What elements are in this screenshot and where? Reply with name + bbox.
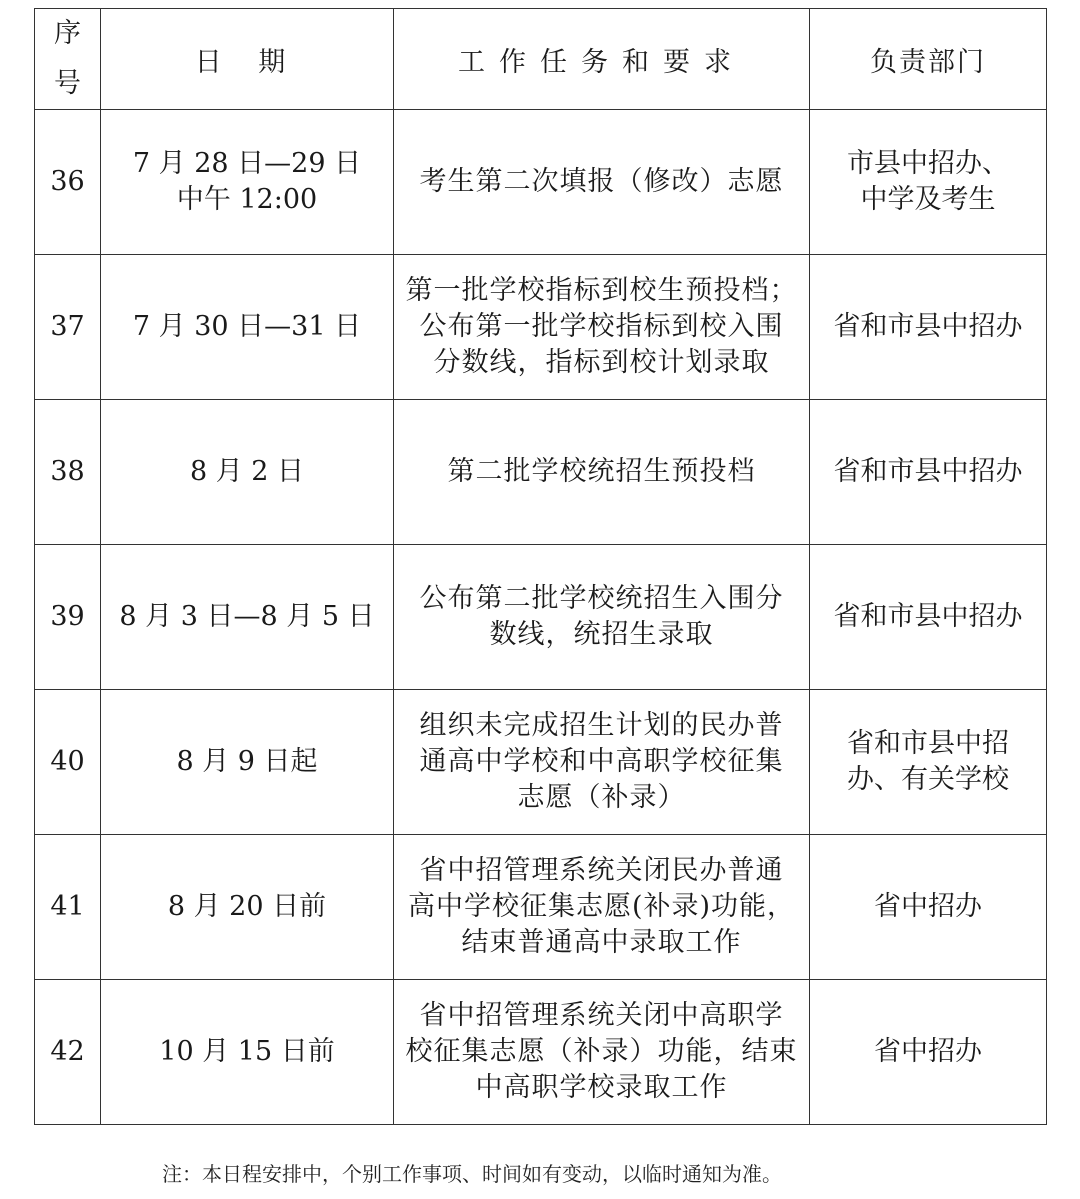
row-dept bbox=[810, 255, 1047, 400]
row-dept bbox=[810, 835, 1047, 980]
row-date bbox=[101, 690, 394, 835]
row-dept-line: 省中招办 bbox=[874, 891, 982, 922]
header-dept bbox=[810, 9, 1047, 110]
row-dept-line: 中学及考生 bbox=[860, 184, 996, 215]
header-row bbox=[35, 9, 1047, 110]
row-dept bbox=[810, 400, 1047, 545]
header-task bbox=[394, 9, 810, 110]
row-task bbox=[394, 835, 810, 980]
row-date-line: 8 月 9 日起 bbox=[176, 746, 318, 777]
row-dept-line: 办、有关学校 bbox=[847, 764, 1009, 795]
row-dept-line: 市县中招办、 bbox=[847, 148, 1009, 179]
row-dept-line: 省和市县中招办 bbox=[833, 601, 1023, 632]
table-row bbox=[35, 690, 1047, 835]
row-task bbox=[394, 400, 810, 545]
row-dept bbox=[810, 110, 1047, 255]
row-seq: 36 bbox=[35, 110, 101, 255]
header-seq-char: 序 bbox=[54, 18, 81, 49]
row-date-line: 7 月 28 日—29 日 bbox=[132, 148, 362, 179]
row-task-line: 公布第一批学校指标到校入围 bbox=[419, 311, 784, 342]
schedule-sheet bbox=[34, 8, 1046, 1125]
row-date bbox=[101, 980, 394, 1125]
footnote: 注：本日程安排中，个别工作事项、时间如有变动，以临时通知为准。 bbox=[162, 1162, 782, 1186]
row-date-line: 8 月 2 日 bbox=[189, 456, 305, 487]
row-seq: 39 bbox=[35, 545, 101, 690]
row-dept bbox=[810, 690, 1047, 835]
row-seq: 41 bbox=[35, 835, 101, 980]
row-task bbox=[394, 255, 810, 400]
row-task-line: 校征集志愿（补录）功能，结束 bbox=[405, 1036, 798, 1067]
header-seq bbox=[35, 9, 101, 110]
row-seq: 38 bbox=[35, 400, 101, 545]
row-dept-line: 省中招办 bbox=[874, 1036, 982, 1067]
table-row bbox=[35, 980, 1047, 1125]
row-task bbox=[394, 690, 810, 835]
row-date bbox=[101, 400, 394, 545]
schedule-table bbox=[34, 8, 1047, 1125]
row-date-line: 中午 12:00 bbox=[176, 184, 318, 215]
header-seq-char: 号 bbox=[54, 68, 81, 99]
row-date-line: 8 月 3 日—8 月 5 日 bbox=[119, 601, 375, 632]
table-row bbox=[35, 835, 1047, 980]
row-task-line: 中高职学校录取工作 bbox=[475, 1072, 728, 1103]
row-task-line: 考生第二次填报（修改）志愿 bbox=[419, 166, 784, 197]
row-task-line: 数线，统招生录取 bbox=[489, 619, 714, 650]
row-date-line: 8 月 20 日前 bbox=[167, 891, 327, 922]
row-task-line: 结束普通高中录取工作 bbox=[461, 927, 742, 958]
table-row bbox=[35, 400, 1047, 545]
row-task bbox=[394, 545, 810, 690]
row-task bbox=[394, 980, 810, 1125]
row-seq: 42 bbox=[35, 980, 101, 1125]
row-task bbox=[394, 110, 810, 255]
row-date bbox=[101, 255, 394, 400]
row-task-line: 通高中学校和中高职学校征集 bbox=[419, 746, 784, 777]
row-date-line: 7 月 30 日—31 日 bbox=[132, 311, 362, 342]
row-date-line: 10 月 15 日前 bbox=[159, 1036, 335, 1067]
row-task-line: 分数线，指标到校计划录取 bbox=[433, 347, 770, 378]
table-row bbox=[35, 545, 1047, 690]
row-date bbox=[101, 835, 394, 980]
header-date bbox=[101, 9, 394, 110]
row-dept bbox=[810, 980, 1047, 1125]
row-task-line: 高中学校征集志愿(补录)功能， bbox=[407, 891, 796, 922]
row-dept-line: 省和市县中招办 bbox=[833, 311, 1023, 342]
row-task-line: 省中招管理系统关闭民办普通 bbox=[419, 855, 784, 886]
row-dept-line: 省和市县中招办 bbox=[833, 456, 1023, 487]
table-row bbox=[35, 110, 1047, 255]
row-task-line: 志愿（补录） bbox=[517, 782, 686, 813]
row-task-line: 省中招管理系统关闭中高职学 bbox=[419, 1000, 784, 1031]
row-date bbox=[101, 545, 394, 690]
table-row bbox=[35, 255, 1047, 400]
row-seq: 40 bbox=[35, 690, 101, 835]
row-task-line: 公布第二批学校统招生入围分 bbox=[419, 583, 784, 614]
header-task-label: 工作任务和要求 bbox=[458, 46, 745, 78]
row-task-line: 组织未完成招生计划的民办普 bbox=[419, 710, 784, 741]
row-dept bbox=[810, 545, 1047, 690]
row-seq: 37 bbox=[35, 255, 101, 400]
row-task-line: 第一批学校指标到校生预投档； bbox=[405, 275, 798, 306]
header-dept-label: 负责部门 bbox=[870, 46, 986, 78]
row-task-line: 第二批学校统招生预投档 bbox=[447, 456, 756, 487]
row-dept-line: 省和市县中招 bbox=[847, 728, 1009, 759]
header-date-label: 日 期 bbox=[194, 46, 300, 78]
row-date bbox=[101, 110, 394, 255]
header-seq-label bbox=[35, 9, 100, 109]
